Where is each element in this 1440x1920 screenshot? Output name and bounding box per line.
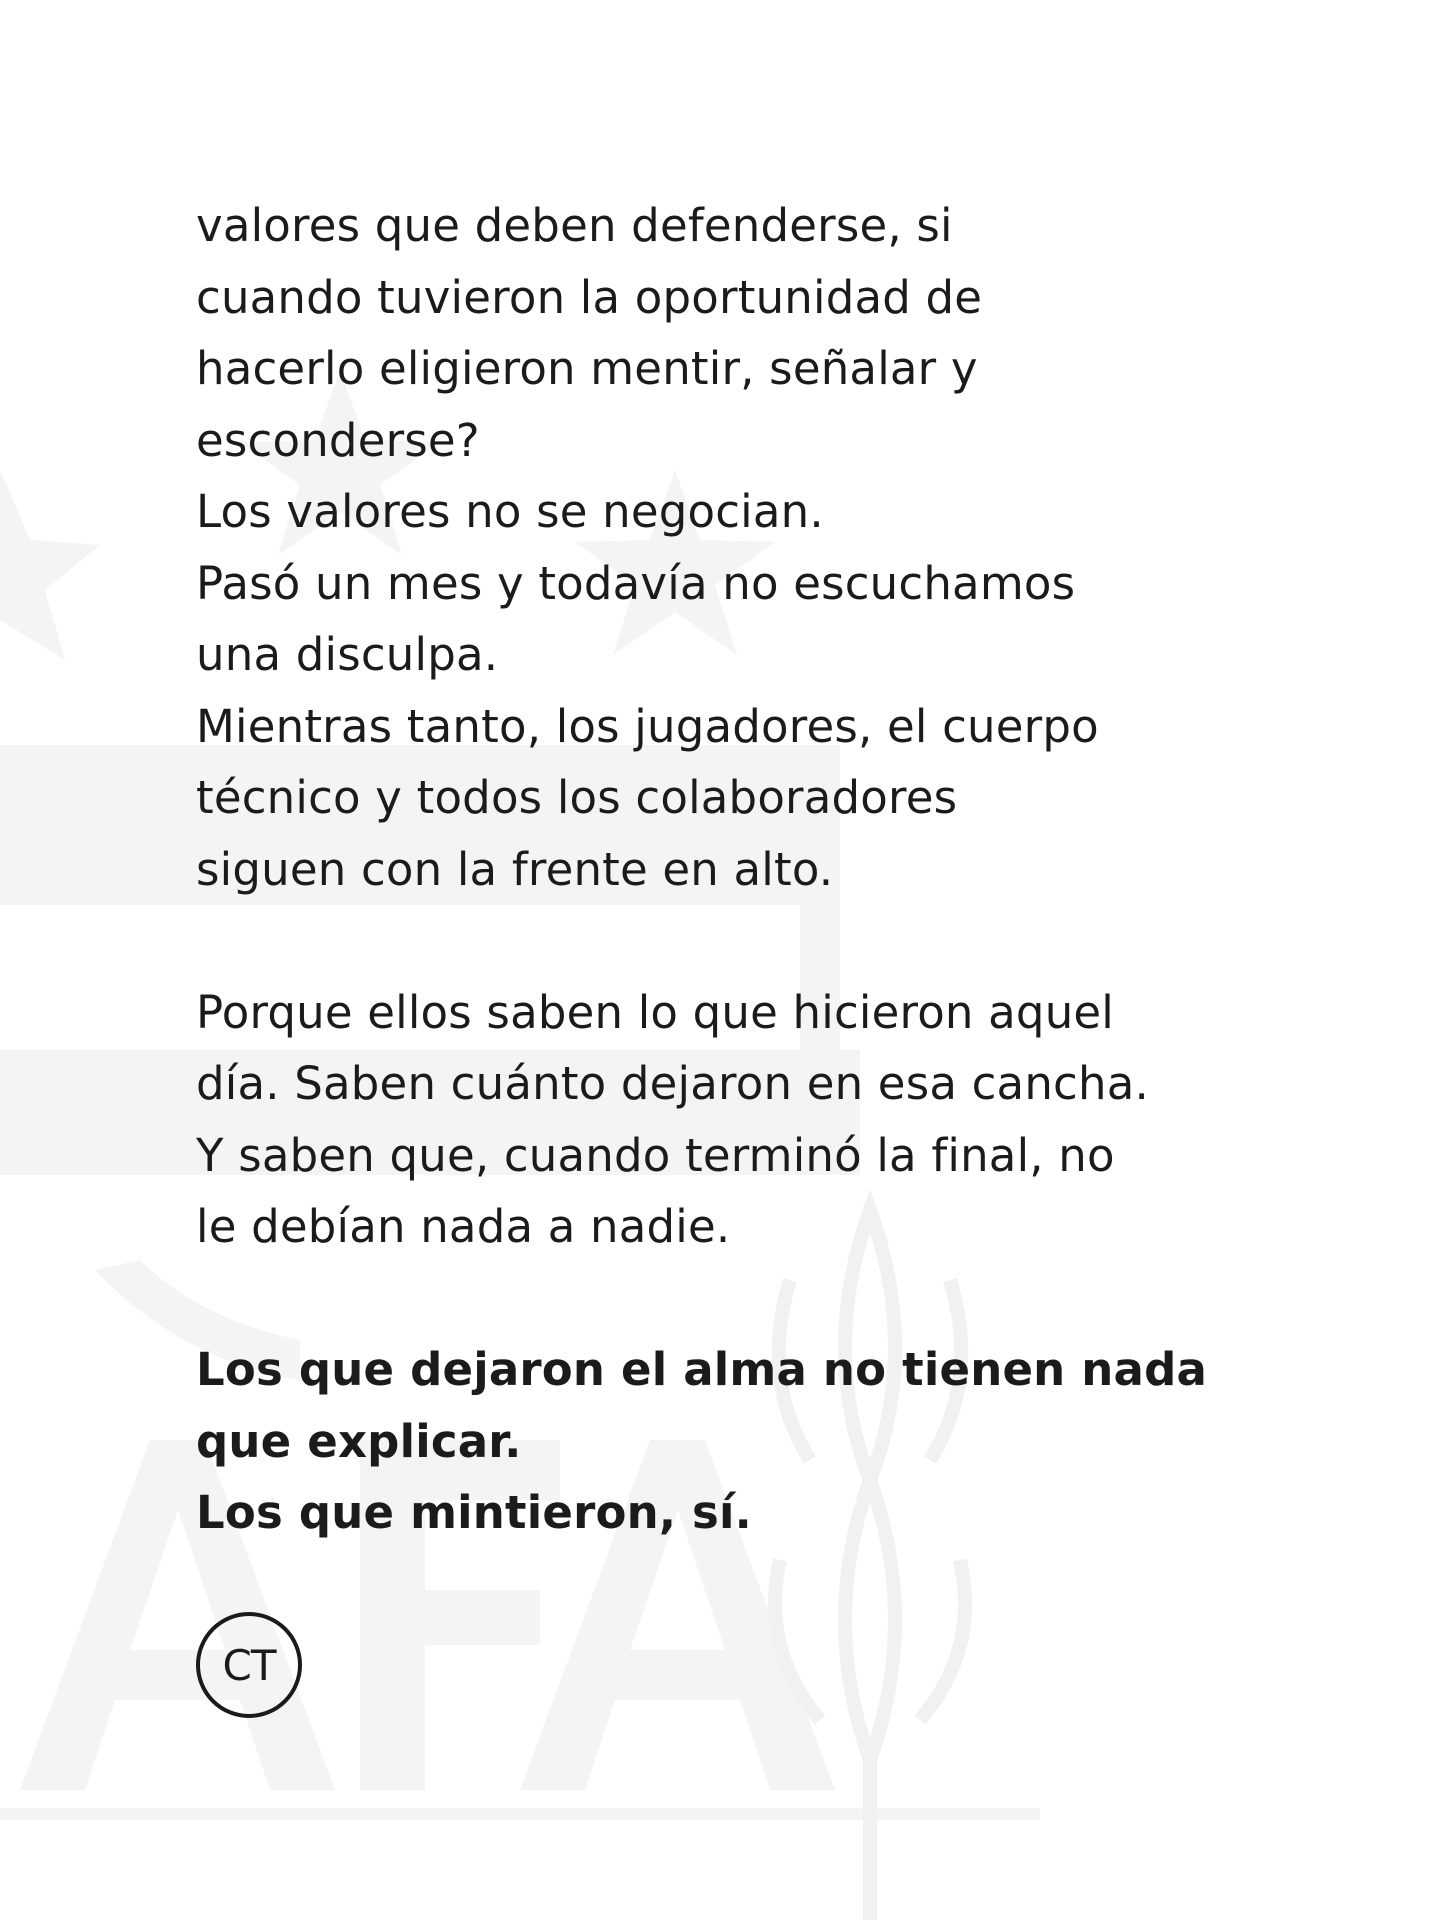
paragraph-1 bbox=[196, 190, 1316, 905]
signature-badge bbox=[196, 1612, 302, 1718]
text-line: siguen con la frente en alto. bbox=[196, 842, 834, 896]
text-line: técnico y todos los colaboradores bbox=[196, 771, 958, 824]
text-line: día. Saben cuánto dejaron en esa cancha. bbox=[196, 1057, 1149, 1110]
text-line: Los que dejaron el alma no tienen nada bbox=[196, 1343, 1208, 1396]
text-line: hacerlo eligieron mentir, señalar y bbox=[196, 342, 978, 395]
text-line: Porque ellos saben lo que hicieron aquel bbox=[196, 985, 1114, 1039]
text-line: Los valores no se negocian. bbox=[196, 485, 824, 538]
text-line: una disculpa. bbox=[196, 628, 499, 681]
paragraph-2 bbox=[196, 977, 1316, 1263]
text-line: Mientras tanto, los jugadores, el cuerpo bbox=[196, 699, 1099, 753]
text-line: valores que deben defenderse, si bbox=[196, 199, 953, 252]
text-line: Pasó un mes y todavía no escuchamos bbox=[196, 556, 1076, 610]
text-line: que explicar. bbox=[196, 1414, 522, 1468]
text-line: esconderse? bbox=[196, 413, 480, 467]
letter-body bbox=[196, 190, 1316, 1549]
text-line: Los que mintieron, sí. bbox=[196, 1486, 752, 1539]
text-line: Y saben que, cuando terminó la final, no bbox=[196, 1128, 1115, 1182]
text-line: cuando tuvieron la oportunidad de bbox=[196, 270, 983, 324]
closing-statement bbox=[196, 1334, 1316, 1549]
signature-initials: CT bbox=[222, 1640, 276, 1690]
text-line: le debían nada a nadie. bbox=[196, 1200, 731, 1253]
